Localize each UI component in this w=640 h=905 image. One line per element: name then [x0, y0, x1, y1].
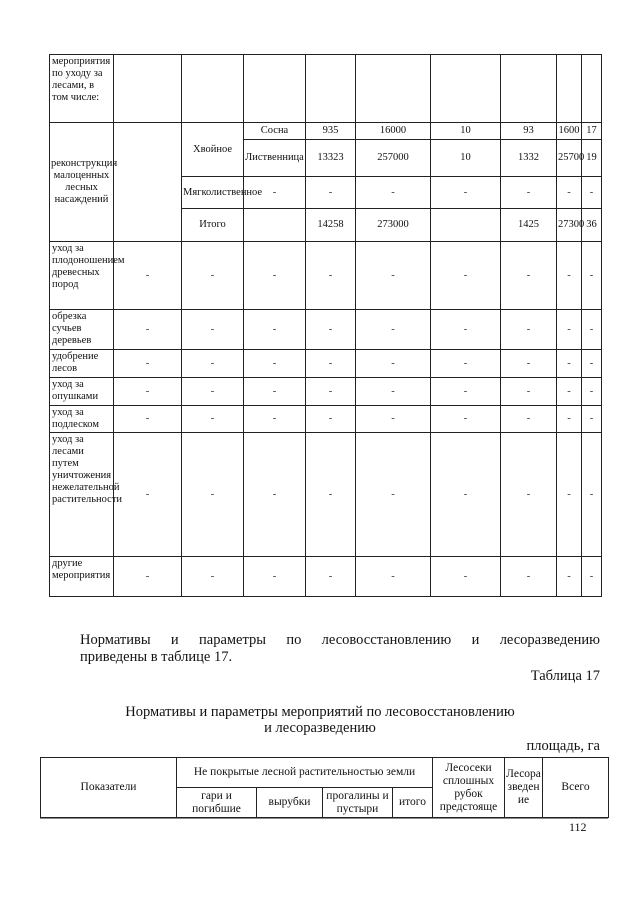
table-cell: 14258: [306, 209, 356, 242]
table-cell: -: [582, 557, 602, 597]
table-cell: -: [306, 350, 356, 378]
table-cell: -: [182, 433, 244, 557]
table-row: [50, 123, 602, 140]
table-cell: -: [557, 242, 582, 310]
table-header-row: [41, 758, 609, 788]
table-cell: [244, 209, 306, 242]
header-clearcut-areas: Лесосеки сплошных рубок предстояще: [433, 758, 505, 818]
table-cell: -: [431, 350, 501, 378]
table-cell: -: [114, 433, 182, 557]
table-cell: -: [306, 557, 356, 597]
table-cell: -: [244, 242, 306, 310]
reconstruction-label: реконструкция малоценных лесных насаждений: [50, 123, 114, 242]
table-cell: -: [582, 406, 602, 433]
header-total: Всего: [543, 758, 609, 818]
table-units: площадь, га: [526, 738, 600, 754]
table-cell: -: [356, 406, 431, 433]
table-cell: -: [582, 378, 602, 406]
activity-label: уход за опушками: [50, 378, 114, 406]
table-cell: -: [582, 177, 602, 209]
table-row: [50, 557, 602, 597]
table-cell: -: [182, 350, 244, 378]
table-row: [50, 350, 602, 378]
table-row: [50, 378, 602, 406]
table-cell: 1425: [501, 209, 557, 242]
header-cuttings: вырубки: [257, 788, 323, 818]
table-cell: -: [244, 433, 306, 557]
table-cell: 1332: [501, 140, 557, 177]
table-cell: 13323: [306, 140, 356, 177]
table-cell: -: [582, 242, 602, 310]
table-cell: -: [431, 242, 501, 310]
table-cell: -: [356, 557, 431, 597]
table-17: [40, 757, 609, 818]
table-cell: -: [182, 406, 244, 433]
header-uncovered-lands: Не покрытые лесной растительностью земли: [177, 758, 433, 788]
table-cell: 1600: [557, 123, 582, 140]
activity-label: обрезка сучьев деревьев: [50, 310, 114, 350]
activities-header-cell: мероприятия по уходу за лесами, в том числе:: [50, 55, 114, 123]
header-burned: гари и погибшие: [177, 788, 257, 818]
table-cell: -: [356, 378, 431, 406]
activity-label: удобрение лесов: [50, 350, 114, 378]
table-cell: -: [557, 310, 582, 350]
table-cell: 273000: [356, 209, 431, 242]
table-cell: 935: [306, 123, 356, 140]
header-indicators: Показатели: [41, 758, 177, 818]
table-cell: -: [431, 310, 501, 350]
table-cell: -: [501, 557, 557, 597]
table-cell: 17: [582, 123, 602, 140]
table-cell: -: [501, 406, 557, 433]
group-conifer: Хвойное: [182, 123, 244, 177]
table-caption-line-2: и лесоразведению: [264, 720, 376, 736]
table-cell: -: [306, 433, 356, 557]
table-cell: -: [501, 242, 557, 310]
table-cell: 257000: [356, 140, 431, 177]
table-cell: -: [557, 406, 582, 433]
table-cell: -: [557, 378, 582, 406]
activity-label: другие мероприятия: [50, 557, 114, 597]
table-cell: -: [182, 378, 244, 406]
activity-label: уход за подлеском: [50, 406, 114, 433]
table-cell: -: [431, 177, 501, 209]
table-cell: -: [431, 557, 501, 597]
table-cell: 10: [431, 140, 501, 177]
table-cell: -: [114, 378, 182, 406]
table-cell: -: [431, 378, 501, 406]
table-cell: -: [244, 310, 306, 350]
table-cell: 19: [582, 140, 602, 177]
table-cell: -: [306, 310, 356, 350]
empty-cell: [114, 123, 182, 242]
table-cell: -: [557, 557, 582, 597]
table-cell: -: [244, 177, 306, 209]
table-cell: -: [114, 242, 182, 310]
table-row: [50, 310, 602, 350]
table-row: [50, 55, 602, 123]
table-cell: -: [501, 433, 557, 557]
table-cell: -: [114, 310, 182, 350]
table-cell: 16000: [356, 123, 431, 140]
table-cell: Лиственница: [244, 140, 306, 177]
table-cell: -: [582, 433, 602, 557]
table-cell: 93: [501, 123, 557, 140]
table-cell: -: [501, 378, 557, 406]
table-cell: -: [244, 557, 306, 597]
table-cell: [431, 209, 501, 242]
table-cell: -: [582, 310, 602, 350]
table-cell: -: [306, 242, 356, 310]
table-cell: 25700: [557, 140, 582, 177]
table-cell: -: [182, 242, 244, 310]
table-cell: Сосна: [244, 123, 306, 140]
table-cell: 10: [431, 123, 501, 140]
group-soft: Мягколиственное: [182, 177, 244, 209]
table-cell: -: [356, 350, 431, 378]
table-cell: -: [582, 350, 602, 378]
table-cell: -: [356, 433, 431, 557]
header-subtotal: итого: [393, 788, 433, 818]
table-cell: -: [114, 557, 182, 597]
table-caption-line-1: Нормативы и параметры мероприятий по лесовосстановлению: [125, 704, 515, 720]
table-cell: -: [182, 310, 244, 350]
table-cell: -: [431, 433, 501, 557]
table-cell: -: [244, 378, 306, 406]
table-cell: -: [306, 177, 356, 209]
table-cell: -: [356, 310, 431, 350]
page-number: 112: [569, 820, 587, 834]
table-cell: -: [557, 177, 582, 209]
table-cell: -: [557, 350, 582, 378]
table-number: Таблица 17: [530, 668, 600, 684]
total-label: Итого: [182, 209, 244, 242]
table-cell: -: [306, 378, 356, 406]
table-cell: -: [114, 406, 182, 433]
table-row: [50, 406, 602, 433]
page-divider: [40, 818, 608, 819]
paragraph-line-2: приведены в таблице 17.: [80, 649, 233, 665]
table-cell: 27300: [557, 209, 582, 242]
table-cell: -: [182, 557, 244, 597]
table-cell: -: [356, 177, 431, 209]
table-cell: -: [244, 350, 306, 378]
header-glades: прогалины и пустыри: [323, 788, 393, 818]
table-row: [50, 433, 602, 557]
table-cell: -: [501, 310, 557, 350]
table-cell: -: [114, 350, 182, 378]
activity-label: уход за лесами путем уничтожения нежелательной растительности: [50, 433, 114, 557]
table-cell: -: [356, 242, 431, 310]
table-cell: -: [431, 406, 501, 433]
table-cell: -: [557, 433, 582, 557]
header-afforestation: Лесоразведение: [505, 758, 543, 818]
activity-label: уход за плодоношением древесных пород: [50, 242, 114, 310]
table-16: [49, 54, 602, 597]
table-cell: 36: [582, 209, 602, 242]
table-row: [50, 242, 602, 310]
table-cell: -: [244, 406, 306, 433]
table-cell: -: [306, 406, 356, 433]
table-cell: -: [501, 350, 557, 378]
table-cell: -: [501, 177, 557, 209]
paragraph-line-1: Нормативы и параметры по лесовосстановлению и лесоразведению: [80, 632, 600, 648]
